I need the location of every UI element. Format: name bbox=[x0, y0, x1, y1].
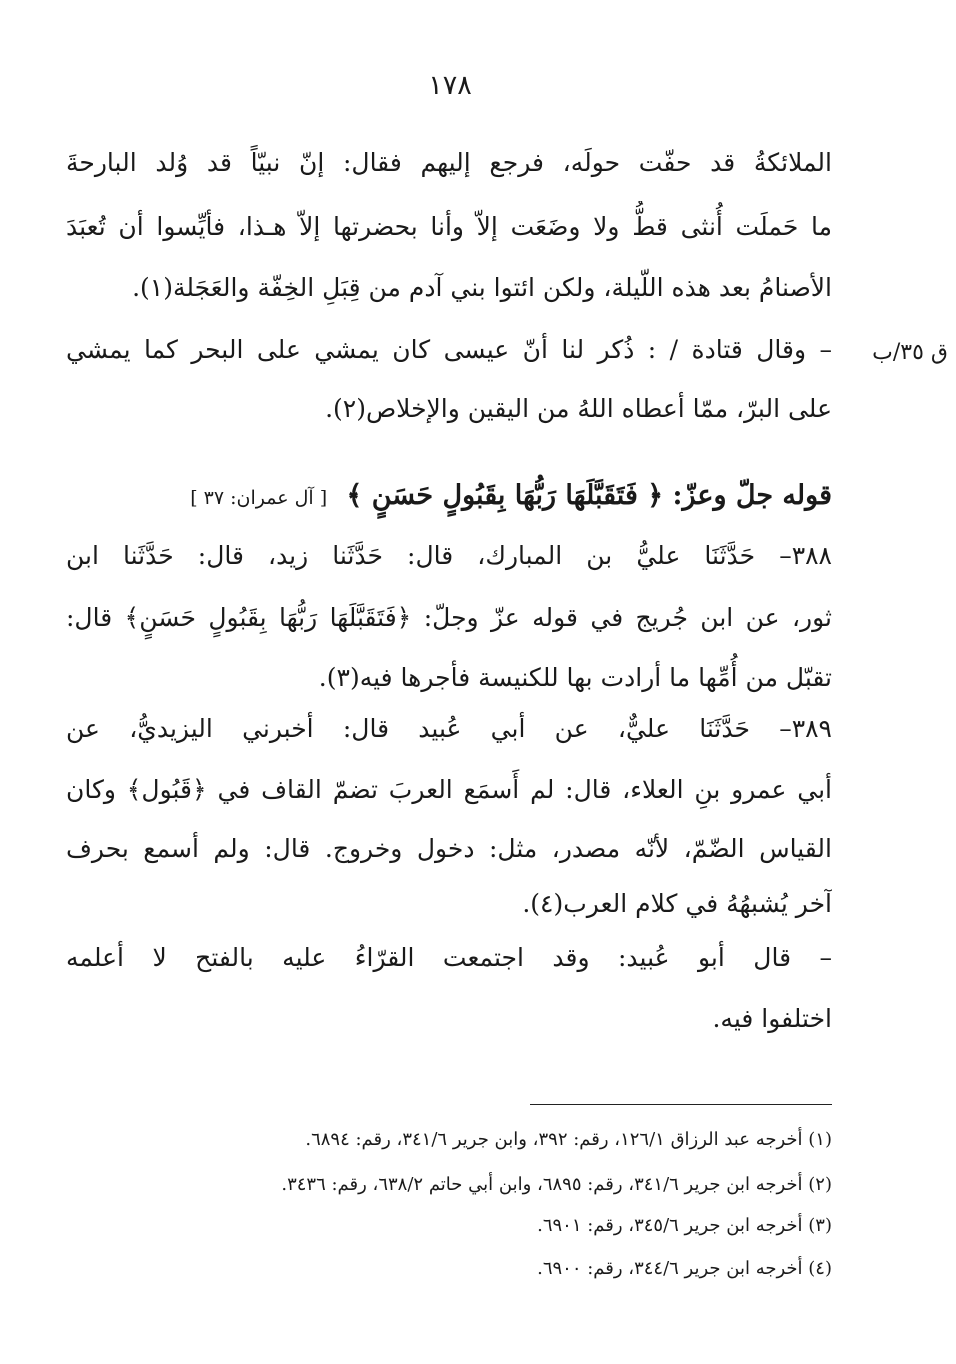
footnote-2: (٢) أخرجه ابن جرير ٣٤١/٦، رقم: ٦٨٩٥، وابن أبي حاتم ٦٣٨/٢، رقم: ٣٤٣٦. bbox=[281, 1174, 832, 1195]
footnote-3: (٣) أخرجه ابن جرير ٣٤٥/٦، رقم: ٦٩٠١. bbox=[537, 1215, 832, 1236]
body-line: ما حَملَت أُنثى قطُّ ولا وضَعَت إلاّ وأنا بحضرتها إلاّ هـذا، فأيِّسوا أن تُعبَدَ bbox=[66, 212, 832, 241]
verse-heading-text: قوله جلّ وعزّ: ﴿ فَتَقَبَّلَهَا رَبُّهَا بِقَبُولٍ حَسَنٍ ﴾ bbox=[346, 480, 832, 511]
hadith-389-line: ٣٨٩– حَدَّثَنَا عليٌّ، عن أبي عُبيد قال: أخبرني اليزيديُّ، عن bbox=[66, 714, 832, 743]
manuscript-folio-note: ق ٣٥/ب bbox=[872, 340, 948, 365]
footnote-separator bbox=[530, 1104, 832, 1105]
body-line: آخر يُشبهُهُ في كلام العرب(٤). bbox=[522, 889, 832, 918]
hadith-388-line: ٣٨٨– حَدَّثَنَا عليُّ بن المبارك، قال: حَدَّثَنا زيد، قال: حَدَّثَنا ابن bbox=[66, 541, 832, 570]
body-line: القياس الضّمّ، لأنّه مصدر، مثل: دخول وخروج. قال: ولم أسمع بحرف bbox=[66, 834, 832, 863]
body-line: الأصنامُ بعد هذه اللّيلة، ولكن ائتوا بني آدم من قِبَلِ الخِفّة والعَجَلة(١). bbox=[132, 273, 832, 302]
body-line: على البرّ، ممّا أعطاه اللهُ من اليقين والإخلاص(٢). bbox=[325, 394, 832, 423]
verse-heading bbox=[66, 470, 832, 522]
page-number: ١٧٨ bbox=[428, 70, 472, 101]
body-line: – قال أبو عُبيد: وقد اجتمعت القرّاءُ عليه بالفتح لا أعلمه bbox=[66, 943, 832, 972]
body-line: الملائكةُ قد حفّت حولَه، فرجع إليهم فقال: إنّ نبيّاً قد وُلد البارحةَ bbox=[66, 148, 832, 177]
body-line: أبي عمرو بنِ العلاء، قال: لم أَسمَع العربَ تضمّ القاف في ﴿قَبُول﴾ وكان bbox=[66, 775, 832, 804]
body-line: تقبّل من أُمِّها ما أرادت بها للكنيسة فأجرها فيه(٣). bbox=[318, 663, 832, 692]
footnote-1: (١) أخرجه عبد الرزاق ١٢٦/١، رقم: ٣٩٢، وابن جرير ٣٤١/٦، رقم: ٦٨٩٤. bbox=[305, 1129, 832, 1150]
verse-source: [ آل عمران: ٣٧ ] bbox=[190, 487, 328, 509]
footnote-4: (٤) أخرجه ابن جرير ٣٤٤/٦، رقم: ٦٩٠٠. bbox=[537, 1258, 832, 1279]
body-line: – وقال قتادة / : ذُكر لنا أنّ عيسى كان يمشي على البحر كما يمشي bbox=[66, 335, 832, 364]
body-line: ثور، عن ابن جُريج في قوله عزّ وجلّ: ﴿فَتَقَبَّلَهَا رَبُّهَا بِقَبُولٍ حَسَنٍ﴾ قال: bbox=[66, 603, 832, 632]
body-line: اختلفوا فيه. bbox=[712, 1004, 832, 1033]
